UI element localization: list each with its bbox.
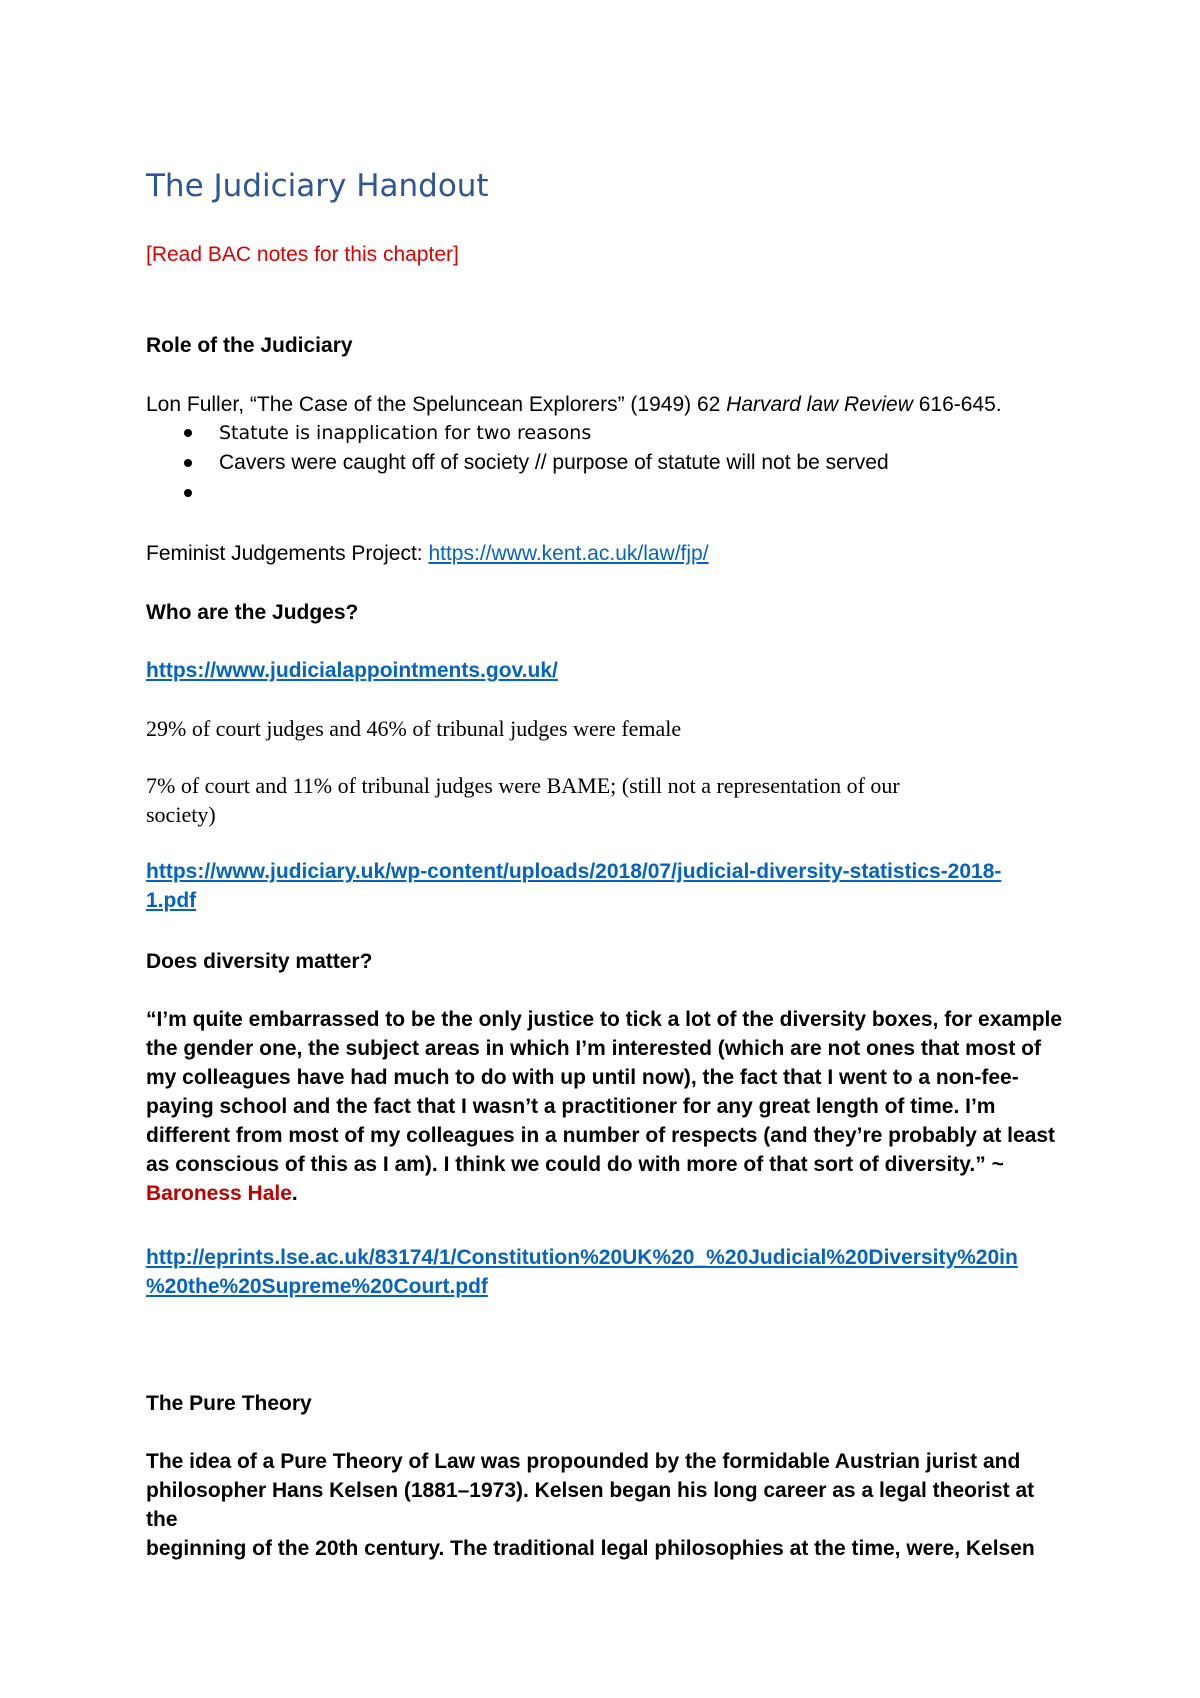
lse-link-line2: %20the%20Supreme%20Court.pdf xyxy=(146,1275,488,1298)
role-heading: Role of the Judiciary xyxy=(146,334,353,357)
lse-link-line1: http://eprints.lse.ac.uk/83174/1/Constitution%20UK%20_%20Judicial%20Diversity%20in xyxy=(146,1246,1018,1269)
diversity-stats-link-line1: https://www.judiciary.uk/wp-content/uploads/2018/07/judicial-diversity-statistics-2018- xyxy=(146,860,1002,883)
paragraph-line: beginning of the 20th century. The traditional legal philosophies at the time, were, Kelsen xyxy=(146,1537,1035,1560)
paragraph-line: The idea of a Pure Theory of Law was propounded by the formidable Austrian jurist and xyxy=(146,1450,1021,1473)
citation-start: Lon Fuller, “The Case of the Speluncean Explorers” (1949) 62 xyxy=(146,393,727,416)
fjp-link[interactable]: https://www.kent.ac.uk/law/fjp/ xyxy=(428,542,709,565)
fjp-line xyxy=(146,539,1066,568)
fuller-citation xyxy=(146,390,1066,419)
judicial-appointments-link[interactable]: https://www.judicialappointments.gov.uk/ xyxy=(146,659,558,682)
hale-quote xyxy=(146,1005,1066,1208)
list-item xyxy=(146,478,1046,508)
bullet-icon xyxy=(184,489,192,497)
bame-stat xyxy=(146,771,1066,829)
judicial-appointments-line xyxy=(146,656,1066,685)
citation-end: 616-645. xyxy=(912,393,1002,416)
diversity-stats-link-line2: 1.pdf xyxy=(146,889,197,912)
quote-line: my colleagues have had much to do with up until now), the fact that I went to a non-fee- xyxy=(146,1066,1019,1089)
role-bullet-list xyxy=(146,418,1046,508)
quote-attribution: Baroness Hale xyxy=(146,1182,292,1205)
bame-stat-line2: society) xyxy=(146,802,216,827)
attribution-end: . xyxy=(291,1182,298,1205)
paragraph-line: philosopher Hans Kelsen (1881–1973). Kelsen began his long career as a legal theorist at the xyxy=(146,1479,1035,1531)
pure-theory-paragraph xyxy=(146,1447,1066,1563)
quote-line: different from most of my colleagues in a number of respects (and they’re probably at least xyxy=(146,1124,1056,1147)
read-note: [Read BAC notes for this chapter] xyxy=(146,243,459,266)
bullet-icon xyxy=(184,429,192,437)
diversity-heading: Does diversity matter? xyxy=(146,950,373,973)
lse-link-block xyxy=(146,1243,1066,1301)
quote-line: “I’m quite embarrassed to be the only justice to tick a lot of the diversity boxes, for example xyxy=(146,1008,1063,1031)
diversity-stats-link[interactable] xyxy=(146,860,1001,912)
quote-line: as conscious of this as I am). I think we could do with more of that sort of diversity.” ~ xyxy=(146,1153,1004,1176)
fjp-label: Feminist Judgements Project: xyxy=(146,542,429,565)
diversity-stats-link-block xyxy=(146,857,1066,915)
bullet-text: Cavers were caught off of society // purpose of statute will not be served xyxy=(219,451,889,474)
list-item xyxy=(146,418,1046,448)
judges-heading: Who are the Judges? xyxy=(146,601,359,624)
quote-line: the gender one, the subject areas in which I’m interested (which are not ones that most of xyxy=(146,1037,1041,1060)
bullet-icon xyxy=(184,459,192,467)
bame-stat-line1: 7% of court and 11% of tribunal judges were BAME; (still not a representation of our xyxy=(146,773,900,798)
quote-line: paying school and the fact that I wasn’t a practitioner for any great length of time. I’m xyxy=(146,1095,996,1118)
bullet-text: Statute is inapplication for two reasons xyxy=(219,422,592,444)
pure-theory-heading: The Pure Theory xyxy=(146,1392,312,1415)
list-item xyxy=(146,448,1046,478)
female-stat: 29% of court judges and 46% of tribunal judges were female xyxy=(146,716,682,741)
lse-link[interactable] xyxy=(146,1246,1018,1298)
citation-journal: Harvard law Review xyxy=(726,393,913,416)
document-title: The Judiciary Handout xyxy=(146,168,489,204)
